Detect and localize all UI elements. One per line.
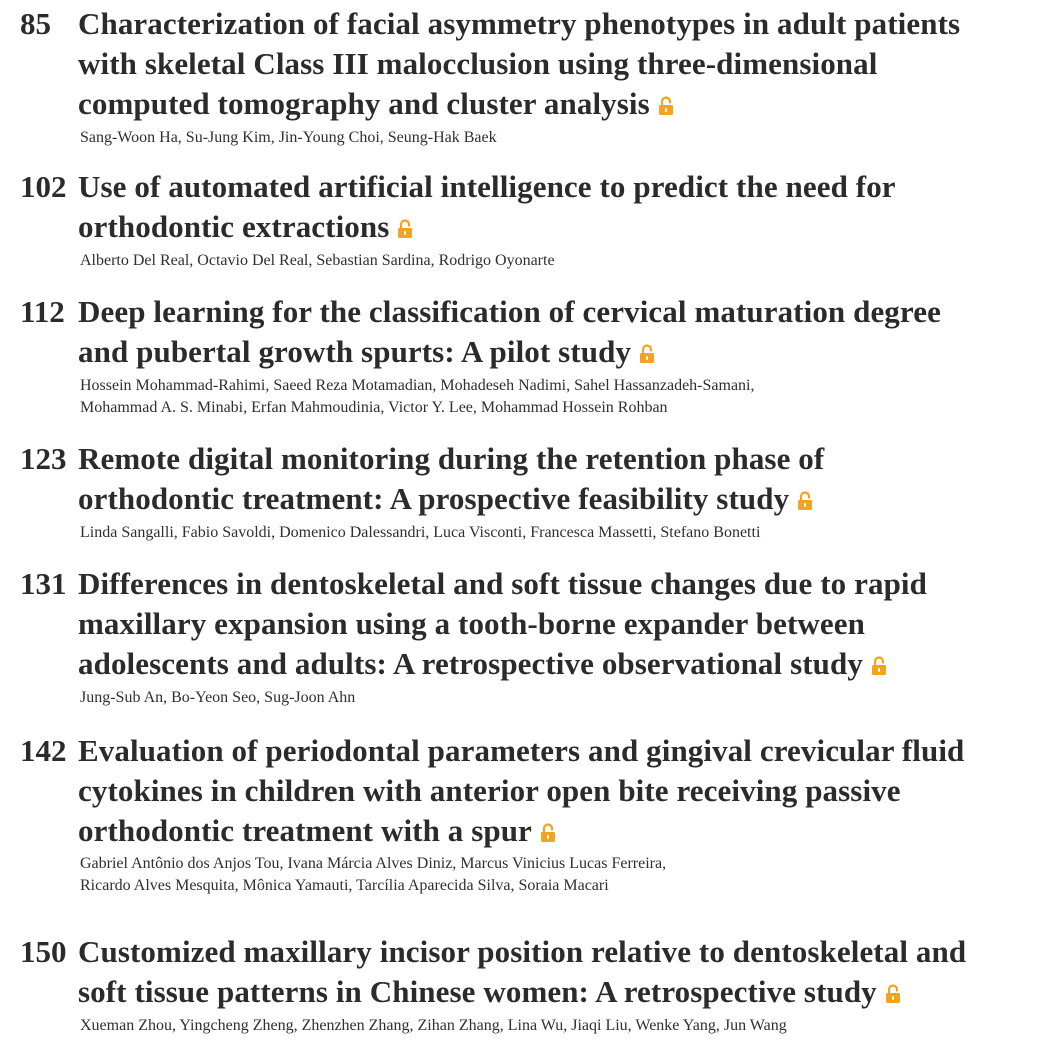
article-authors <box>80 127 1025 149</box>
authors-line: Jung-Sub An, Bo-Yeon Seo, Sug-Joon Ahn <box>80 689 356 706</box>
page-number: 85 <box>20 6 51 41</box>
authors-line: Gabriel Antônio dos Anjos Tou, Ivana Márcia Alves Diniz, Marcus Vinicius Lucas Ferreira, <box>80 855 667 872</box>
title-line: and pubertal growth spurts: A pilot study <box>78 334 632 369</box>
title-line: cytokines in children with anterior open bite receiving passive <box>78 773 901 808</box>
open-access-lock-icon <box>540 823 556 843</box>
title-line: Characterization of facial asymmetry phenotypes in adult patients <box>78 6 961 41</box>
page-number: 131 <box>20 566 67 601</box>
title-line: Use of automated artificial intelligence to predict the need for <box>78 169 896 204</box>
article-title[interactable] <box>78 4 1023 124</box>
article-authors <box>80 687 1025 709</box>
authors-line: Linda Sangalli, Fabio Savoldi, Domenico Dalessandri, Luca Visconti, Francesca Massetti, Stefano Bonetti <box>80 524 761 541</box>
authors-line: Ricardo Alves Mesquita, Mônica Yamauti, Tarcília Aparecida Silva, Soraia Macari <box>80 877 609 894</box>
article-title[interactable] <box>78 167 1023 247</box>
article-authors <box>80 853 1025 897</box>
article-title[interactable] <box>78 292 1023 372</box>
page-number: 142 <box>20 733 67 768</box>
article-authors <box>80 250 1025 272</box>
page-number: 112 <box>20 294 65 329</box>
page-number: 123 <box>20 441 67 476</box>
authors-line: Mohammad A. S. Minabi, Erfan Mahmoudinia, Victor Y. Lee, Mohammad Hossein Rohban <box>80 399 668 416</box>
title-line: Evaluation of periodontal parameters and gingival crevicular fluid <box>78 733 965 768</box>
title-line: orthodontic treatment: A prospective feasibility study <box>78 481 790 516</box>
title-line: Customized maxillary incisor position relative to dentoskeletal and <box>78 934 967 969</box>
title-line: Deep learning for the classification of cervical maturation degree <box>78 294 941 329</box>
open-access-lock-icon <box>397 219 413 239</box>
article-authors <box>80 522 1025 544</box>
title-line: adolescents and adults: A retrospective observational study <box>78 646 863 681</box>
authors-line: Sang-Woon Ha, Su-Jung Kim, Jin-Young Choi, Seung-Hak Baek <box>80 129 497 146</box>
title-line: orthodontic treatment with a spur <box>78 813 532 848</box>
page-number: 102 <box>20 169 67 204</box>
article-title[interactable] <box>78 731 1023 851</box>
authors-line: Hossein Mohammad-Rahimi, Saeed Reza Motamadian, Mohadeseh Nadimi, Sahel Hassanzadeh-Samani, <box>80 377 755 394</box>
open-access-lock-icon <box>885 984 901 1004</box>
page-number: 150 <box>20 934 67 969</box>
article-title[interactable] <box>78 932 1023 1012</box>
title-line: with skeletal Class III malocclusion using three-dimensional <box>78 46 878 81</box>
authors-line: Xueman Zhou, Yingcheng Zheng, Zhenzhen Zhang, Zihan Zhang, Lina Wu, Jiaqi Liu, Wenke Yang, Jun Wang <box>80 1017 787 1034</box>
article-title[interactable] <box>78 439 1023 519</box>
open-access-lock-icon <box>797 491 813 511</box>
title-line: maxillary expansion using a tooth-borne expander between <box>78 606 865 641</box>
title-line: Differences in dentoskeletal and soft tissue changes due to rapid <box>78 566 927 601</box>
article-authors <box>80 375 1025 419</box>
article-title[interactable] <box>78 564 1023 684</box>
open-access-lock-icon <box>658 96 674 116</box>
open-access-lock-icon <box>639 344 655 364</box>
title-line: orthodontic extractions <box>78 209 390 244</box>
open-access-lock-icon <box>871 656 887 676</box>
authors-line: Alberto Del Real, Octavio Del Real, Sebastian Sardina, Rodrigo Oyonarte <box>80 252 555 269</box>
title-line: soft tissue patterns in Chinese women: A retrospective study <box>78 974 877 1009</box>
title-line: computed tomography and cluster analysis <box>78 86 650 121</box>
article-authors <box>80 1015 1025 1037</box>
title-line: Remote digital monitoring during the retention phase of <box>78 441 825 476</box>
